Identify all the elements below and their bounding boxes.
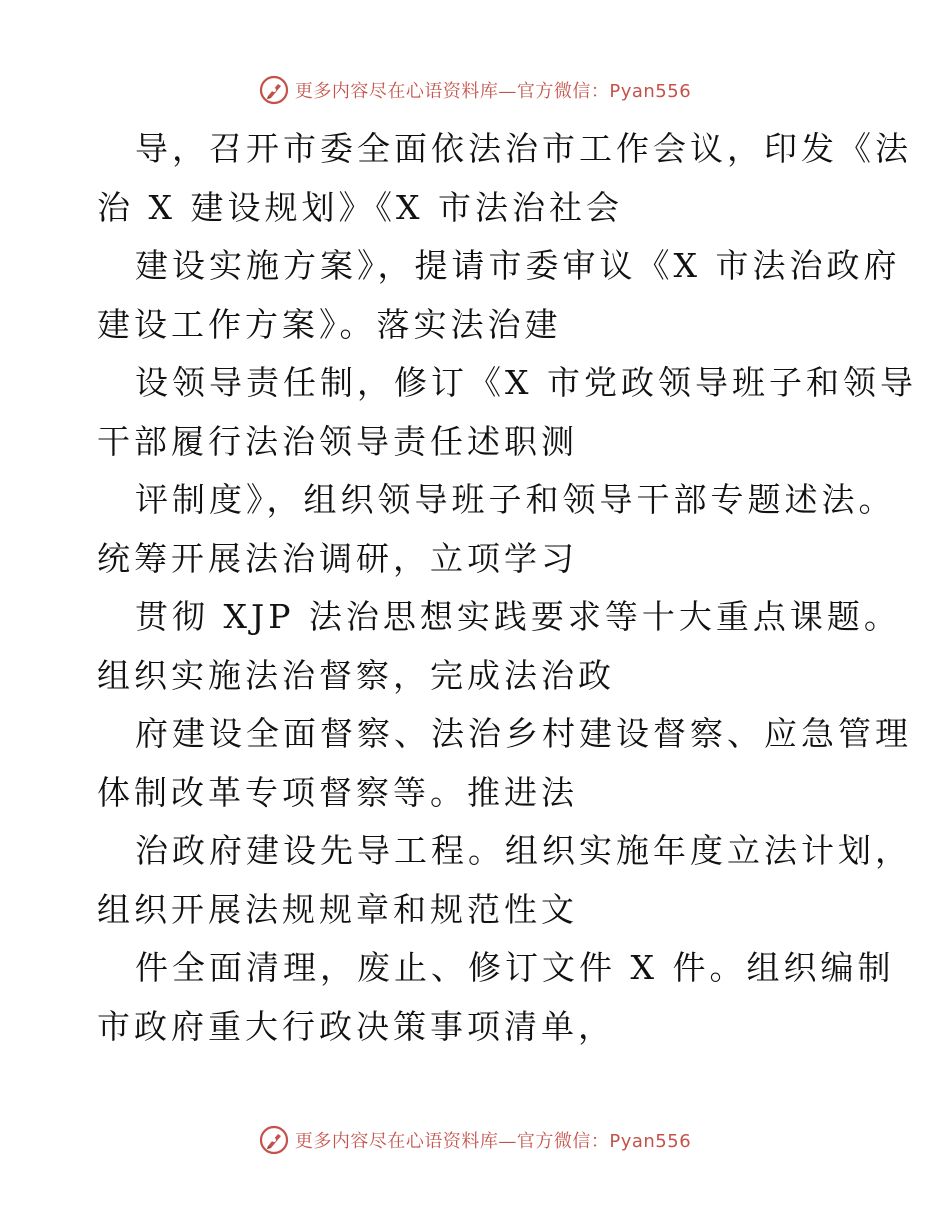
watermark-text: 更多内容尽在心语资料库—官方微信：Pyan556 [294,1131,692,1152]
text-line: 干部履行法治领导责任述职测 [97,421,578,461]
text-line: 体制改革专项督察等。推进法 [97,772,578,812]
text-line: 导，召开市委全面依法治市工作会议，印发《法 [135,129,912,168]
text-line: 府建设全面督察、法治乡村建设督察、应急管理 [135,714,912,753]
text-line: 件全面清理，废止、修订文件 X 件。组织编制 [135,948,895,987]
text-line: 设领导责任制，修订《X 市党政领导班子和领导 [135,363,917,402]
text-line: 评制度》，组织领导班子和领导干部专题述法。 [135,480,896,519]
text-line: 治政府建设先导工程。组织实施年度立法计划， [135,831,912,870]
footer-watermark [0,1120,950,1160]
pen-circle-logo-icon [259,75,289,105]
text-line: 统筹开展法治调研，立项学习 [97,538,578,578]
text-line: 贯彻 XJP 法治思想实践要求等十大重点课题。 [135,597,901,636]
pen-circle-logo-icon [259,1125,289,1155]
text-line: 建设工作方案》。落实法治建 [97,304,562,344]
text-line: 组织开展法规规章和规范性文 [97,889,578,929]
text-line: 建设实施方案》，提请市委审议《X 市法治政府 [135,246,901,285]
text-line: 组织实施法治督察，完成法治政 [97,655,615,695]
text-line: 市政府重大行政决策事项清单， [97,1006,615,1046]
watermark-text: 更多内容尽在心语资料库—官方微信：Pyan556 [294,81,692,102]
document-body [97,120,917,1056]
header-watermark [0,70,950,110]
text-line: 治 X 建设规划》《X 市法治社会 [97,187,623,227]
